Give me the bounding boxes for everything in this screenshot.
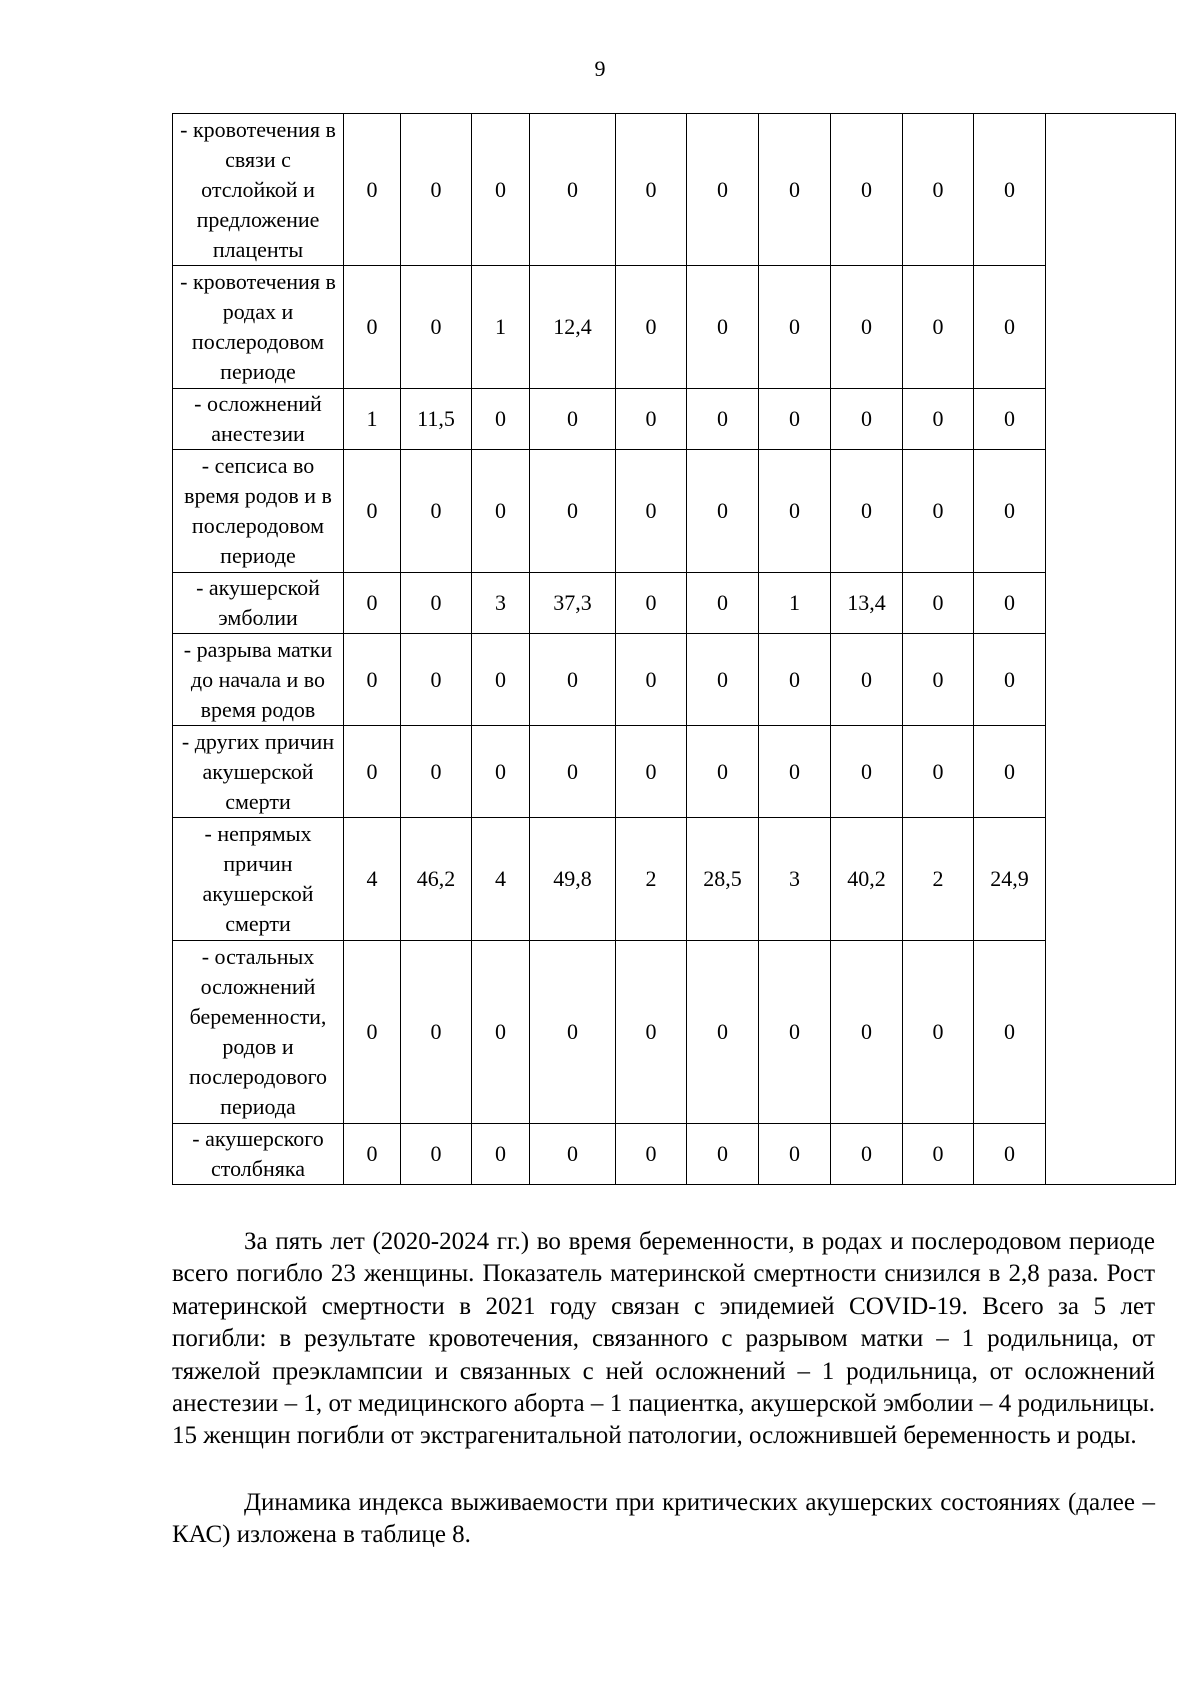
table-cell: 11,5: [401, 389, 472, 450]
table-cell: 0: [401, 726, 472, 818]
table-cell: 0: [344, 634, 401, 726]
table-cell: 0: [616, 634, 687, 726]
table-cell: 0: [903, 573, 974, 634]
table-cell: 3: [759, 818, 831, 941]
table-cell: 0: [344, 266, 401, 389]
table-cell: 0: [401, 266, 472, 389]
table-cell: 0: [344, 941, 401, 1124]
table-cell: 13,4: [831, 573, 903, 634]
table-cell: 0: [831, 389, 903, 450]
table-cell: 0: [903, 634, 974, 726]
table-cell: 0: [903, 726, 974, 818]
table-cell: 0: [472, 941, 530, 1124]
table-cell: 40,2: [831, 818, 903, 941]
table-cell: 0: [903, 389, 974, 450]
table-cell: 0: [472, 389, 530, 450]
table-cell: 0: [974, 450, 1046, 573]
table-cell: 0: [687, 1124, 759, 1185]
table-row: [173, 114, 1176, 266]
table-cell: 0: [472, 450, 530, 573]
table-cell: 0: [831, 1124, 903, 1185]
table-cell: 0: [401, 114, 472, 266]
table-cell: 0: [344, 573, 401, 634]
row-label: - акушерской эмболии: [173, 573, 344, 634]
table-cell: 0: [344, 114, 401, 266]
table-cell: 0: [831, 450, 903, 573]
table-cell: 0: [831, 266, 903, 389]
table-cell: 1: [759, 573, 831, 634]
table-cell: 0: [401, 450, 472, 573]
table-cell: 0: [903, 266, 974, 389]
table-cell: 0: [759, 1124, 831, 1185]
table-cell: 0: [831, 634, 903, 726]
table-cell: 0: [903, 1124, 974, 1185]
summary-paragraph: За пять лет (2020-2024 гг.) во время беременности, в родах и послеродовом периоде всего погибло 23 женщины. Показатель материнской смертности снизился в 2,8 раза. Рост материнской смертности в 2021 году связан с эпидемией COVID-19. Всего за 5 лет погибли: в результате кровотечения, связанного с разрывом матки – 1 родильница, от тяжелой преэклампсии и связанных с ней осложнений – 1 родильница, от осложнений анестезии – 1, от медицинского аборта – 1 пациентка, акушерской эмболии – 4 родильницы. 15 женщин погибли от экстрагенитальной патологии, осложнившей беременность и роды.: [172, 1228, 1155, 1450]
table-cell: 0: [401, 941, 472, 1124]
table-cell: 3: [472, 573, 530, 634]
table-row: [173, 634, 1176, 726]
table-cell: 0: [530, 450, 616, 573]
table-row: [173, 726, 1176, 818]
table-cell: 28,5: [687, 818, 759, 941]
table-cell: 0: [344, 450, 401, 573]
row-label: - остальных осложнений беременности, родов и послеродового периода: [173, 941, 344, 1124]
table-cell: 0: [472, 114, 530, 266]
mortality-table-wrapper: [172, 113, 1176, 1185]
table-cell: 0: [759, 389, 831, 450]
row-label: - осложнений анестезии: [173, 389, 344, 450]
table-cell: 37,3: [530, 573, 616, 634]
row-label: - сепсиса во время родов и в послеродовом периоде: [173, 450, 344, 573]
table-cell: 0: [616, 114, 687, 266]
table-cell: 0: [831, 114, 903, 266]
table-cell: 0: [759, 266, 831, 389]
table-cell: 0: [687, 389, 759, 450]
table-row: [173, 573, 1176, 634]
row-label: - кровотечения в родах и послеродовом периоде: [173, 266, 344, 389]
table-cell: 2: [903, 818, 974, 941]
table-cell: 0: [974, 266, 1046, 389]
table-cell: 0: [687, 573, 759, 634]
table-cell: 0: [759, 450, 831, 573]
table-cell: 0: [616, 941, 687, 1124]
table-body: [173, 114, 1176, 1185]
table-cell: 0: [401, 634, 472, 726]
table-row: [173, 266, 1176, 389]
table-cell: 0: [616, 389, 687, 450]
table-cell: 1: [472, 266, 530, 389]
row-label: - других причин акушерской смерти: [173, 726, 344, 818]
table-cell: 0: [903, 450, 974, 573]
table-cell: 0: [687, 726, 759, 818]
row-label: - разрыва матки до начала и во время родов: [173, 634, 344, 726]
table-cell: 0: [974, 634, 1046, 726]
table-cell: 24,9: [974, 818, 1046, 941]
table-cell: 49,8: [530, 818, 616, 941]
table-row: [173, 1124, 1176, 1185]
table-cell: 0: [530, 114, 616, 266]
table-cell: 4: [472, 818, 530, 941]
table-cell: 4: [344, 818, 401, 941]
table-row: [173, 941, 1176, 1124]
table-cell: 0: [472, 726, 530, 818]
table-cell: 0: [472, 1124, 530, 1185]
table-cell: 0: [687, 266, 759, 389]
table-cell: 0: [616, 266, 687, 389]
mortality-causes-table: [172, 113, 1176, 1185]
table-cell: 0: [616, 450, 687, 573]
page-number: 9: [594, 56, 606, 81]
table-cell: 12,4: [530, 266, 616, 389]
table-row: [173, 818, 1176, 941]
table-cell: 2: [616, 818, 687, 941]
table-cell: 0: [759, 941, 831, 1124]
table-cell: 0: [530, 1124, 616, 1185]
table-cell: 1: [344, 389, 401, 450]
table-cell: 0: [687, 634, 759, 726]
table-row: [173, 389, 1176, 450]
row-label: - непрямых причин акушерской смерти: [173, 818, 344, 941]
table-cell: 0: [903, 941, 974, 1124]
table-reference-paragraph: Динамика индекса выживаемости при критических акушерских состояниях (далее – КАС) изложена в таблице 8.: [172, 1489, 1155, 1549]
table-cell: 0: [759, 114, 831, 266]
table-cell: 46,2: [401, 818, 472, 941]
table-cell: 0: [974, 1124, 1046, 1185]
table-cell: 0: [831, 941, 903, 1124]
table-cell: 0: [616, 1124, 687, 1185]
table-cell: 0: [401, 573, 472, 634]
table-cell: 0: [687, 114, 759, 266]
table-cell: 0: [530, 726, 616, 818]
row-label: - кровотечения в связи с отслойкой и предложение плаценты: [173, 114, 344, 266]
merged-empty-column: [1046, 114, 1176, 1185]
table-cell: 0: [687, 941, 759, 1124]
table-cell: 0: [344, 1124, 401, 1185]
row-label: - акушерского столбняка: [173, 1124, 344, 1185]
table-cell: 0: [687, 450, 759, 573]
table-cell: 0: [974, 114, 1046, 266]
table-cell: 0: [974, 941, 1046, 1124]
table-cell: 0: [472, 634, 530, 726]
table-cell: 0: [974, 573, 1046, 634]
table-cell: 0: [344, 726, 401, 818]
table-cell: 0: [530, 634, 616, 726]
table-cell: 0: [616, 726, 687, 818]
table-cell: 0: [974, 726, 1046, 818]
table-cell: 0: [759, 634, 831, 726]
table-cell: 0: [759, 726, 831, 818]
table-cell: 0: [616, 573, 687, 634]
table-cell: 0: [974, 389, 1046, 450]
table-cell: 0: [530, 389, 616, 450]
table-row: [173, 450, 1176, 573]
table-cell: 0: [401, 1124, 472, 1185]
table-cell: 0: [831, 726, 903, 818]
table-cell: 0: [903, 114, 974, 266]
table-cell: 0: [530, 941, 616, 1124]
